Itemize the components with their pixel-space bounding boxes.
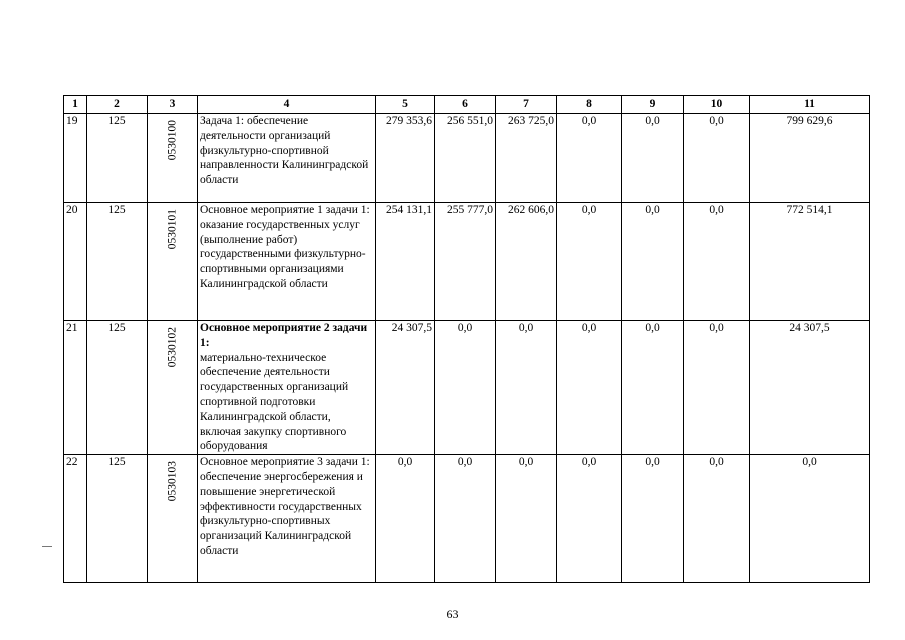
value-cell: 0,0: [435, 321, 496, 455]
col-header: 8: [557, 96, 622, 114]
value-cell: 254 131,1: [376, 203, 435, 321]
value-cell: 24 307,5: [376, 321, 435, 455]
description-cell: [198, 321, 376, 455]
value-cell: 255 777,0: [435, 203, 496, 321]
value-cell: 0,0: [435, 455, 496, 583]
description-cell: [198, 455, 376, 583]
target-code: 0530103: [166, 461, 179, 502]
value-cell: 0,0: [622, 321, 684, 455]
table-row: [64, 455, 870, 583]
target-code: 0530102: [166, 327, 179, 368]
value-cell: 0,0: [376, 455, 435, 583]
code-cell: 125: [87, 114, 148, 203]
value-cell: 0,0: [496, 455, 557, 583]
row-number: 22: [64, 455, 87, 583]
header-row: [64, 96, 870, 114]
value-cell: 0,0: [557, 321, 622, 455]
col-header: 9: [622, 96, 684, 114]
total-cell: 24 307,5: [750, 321, 870, 455]
table-row: [64, 114, 870, 203]
table-row: [64, 203, 870, 321]
col-header: 5: [376, 96, 435, 114]
col-header: 6: [435, 96, 496, 114]
total-cell: 772 514,1: [750, 203, 870, 321]
col-header: 3: [148, 96, 198, 114]
value-cell: 262 606,0: [496, 203, 557, 321]
row-number: 20: [64, 203, 87, 321]
code-cell: 125: [87, 203, 148, 321]
description-cell: [198, 114, 376, 203]
total-cell: 799 629,6: [750, 114, 870, 203]
target-code: 0530101: [166, 209, 179, 250]
col-header: 10: [684, 96, 750, 114]
value-cell: 0,0: [622, 203, 684, 321]
table-row: [64, 321, 870, 455]
target-code-cell: [148, 114, 198, 203]
value-cell: 0,0: [557, 114, 622, 203]
description-bold: Основное мероприятие 2 задачи 1:: [200, 322, 368, 349]
code-cell: 125: [87, 321, 148, 455]
value-cell: 0,0: [622, 114, 684, 203]
value-cell: 0,0: [684, 114, 750, 203]
target-code-cell: [148, 455, 198, 583]
target-code-cell: [148, 203, 198, 321]
col-header: 4: [198, 96, 376, 114]
value-cell: 0,0: [684, 203, 750, 321]
description-cell: [198, 203, 376, 321]
target-code-cell: [148, 321, 198, 455]
margin-mark: [42, 546, 52, 547]
value-cell: 0,0: [496, 321, 557, 455]
value-cell: 263 725,0: [496, 114, 557, 203]
value-cell: 0,0: [684, 321, 750, 455]
value-cell: 279 353,6: [376, 114, 435, 203]
description-text: Основное мероприятие 1 задачи 1: оказание государственных услуг (выполнение работ) государственными физкультурно-спортивными организациями Калининградской области: [200, 204, 370, 290]
target-code: 0530100: [166, 120, 179, 161]
col-header: 1: [64, 96, 87, 114]
value-cell: 0,0: [684, 455, 750, 583]
col-header: 2: [87, 96, 148, 114]
budget-table: [63, 95, 870, 583]
value-cell: 0,0: [622, 455, 684, 583]
description-text: материально-техническое обеспечение деятельности государственных организаций спортивной подготовки Калининградской области, включая закупку спортивного оборудования: [200, 351, 349, 453]
description-text: Основное мероприятие 3 задачи 1: обеспечение энергосбережения и повышение энергетической эффективности государственных физкультурно-спортивных организаций Калининградской области: [200, 456, 370, 557]
total-cell: 0,0: [750, 455, 870, 583]
value-cell: 0,0: [557, 455, 622, 583]
col-header: 11: [750, 96, 870, 114]
row-number: 21: [64, 321, 87, 455]
description-text: Задача 1: обеспечение деятельности организаций физкультурно-спортивной направленности Калининградской области: [200, 115, 369, 187]
value-cell: 0,0: [557, 203, 622, 321]
value-cell: 256 551,0: [435, 114, 496, 203]
page-number: 63: [446, 607, 459, 621]
row-number: 19: [64, 114, 87, 203]
col-header: 7: [496, 96, 557, 114]
code-cell: 125: [87, 455, 148, 583]
